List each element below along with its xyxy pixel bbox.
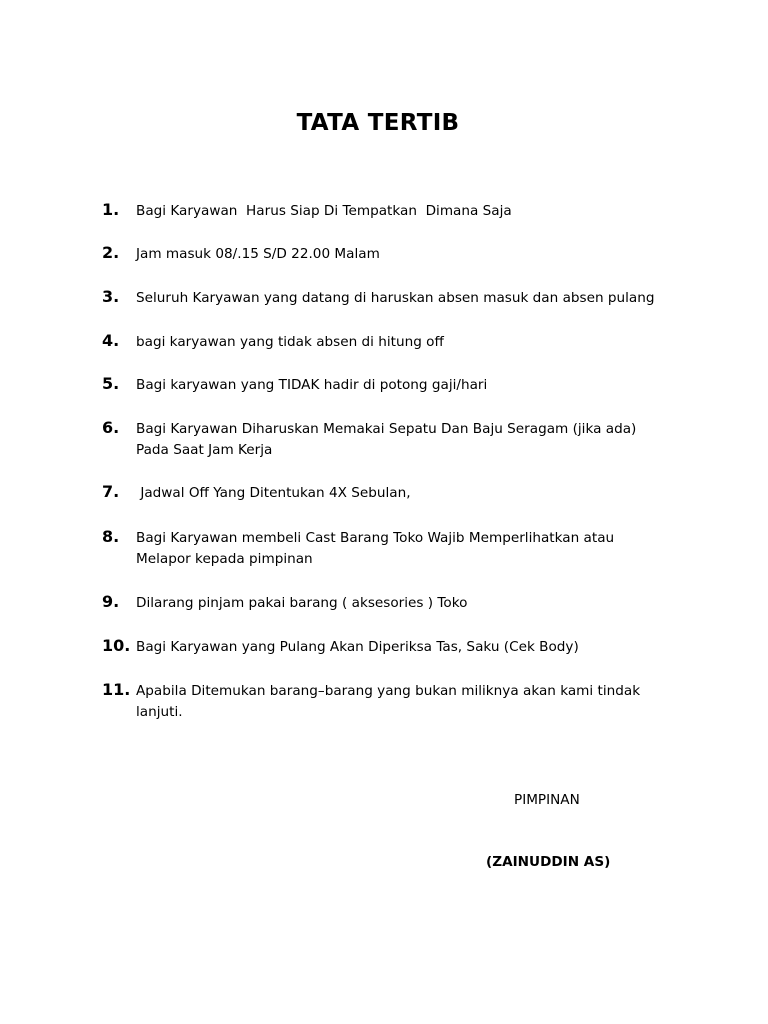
rule-number: 6. [102,418,120,437]
rule-number: 11. [102,680,131,699]
rule-number: 3. [102,287,120,306]
rule-text: Seluruh Karyawan yang datang di haruskan absen masuk dan absen pulang [136,290,655,306]
rule-number: 4. [102,331,120,350]
rule-text: Bagi Karyawan membeli Cast Barang Toko Wajib Memperlihatkan atau Melapor kepada pimpinan [136,530,615,567]
signature-name: (ZAINUDDIN AS) [486,854,611,870]
rule-number: 5. [102,374,120,393]
rule-text: Apabila Ditemukan barang–barang yang bukan miliknya akan kami tindak lanjuti. [136,683,641,720]
rule-text: Jam masuk 08/.15 S/D 22.00 Malam [136,246,380,262]
rule-number: 8. [102,527,120,546]
rule-text: bagi karyawan yang tidak absen di hitung off [136,334,444,350]
rule-number: 2. [102,243,120,262]
rule-number: 1. [102,200,120,219]
rule-number: 7. [102,482,120,501]
rule-text: Bagi Karyawan Harus Siap Di Tempatkan Dimana Saja [136,203,512,219]
signature-role: PIMPINAN [514,792,580,808]
rule-text: Dilarang pinjam pakai barang ( aksesories ) Toko [136,595,468,611]
rule-text: Bagi Karyawan Diharuskan Memakai Sepatu Dan Baju Seragam (jika ada) Pada Saat Jam Kerja [136,421,637,458]
rule-text: Bagi karyawan yang TIDAK hadir di potong gaji/hari [136,377,488,393]
document-title: TATA TERTIB [296,110,460,136]
rule-text: Bagi Karyawan yang Pulang Akan Diperiksa Tas, Saku (Cek Body) [136,639,579,655]
rule-text: Jadwal Off Yang Ditentukan 4X Sebulan, [136,485,411,501]
rule-number: 10. [102,636,131,655]
rule-number: 9. [102,592,120,611]
